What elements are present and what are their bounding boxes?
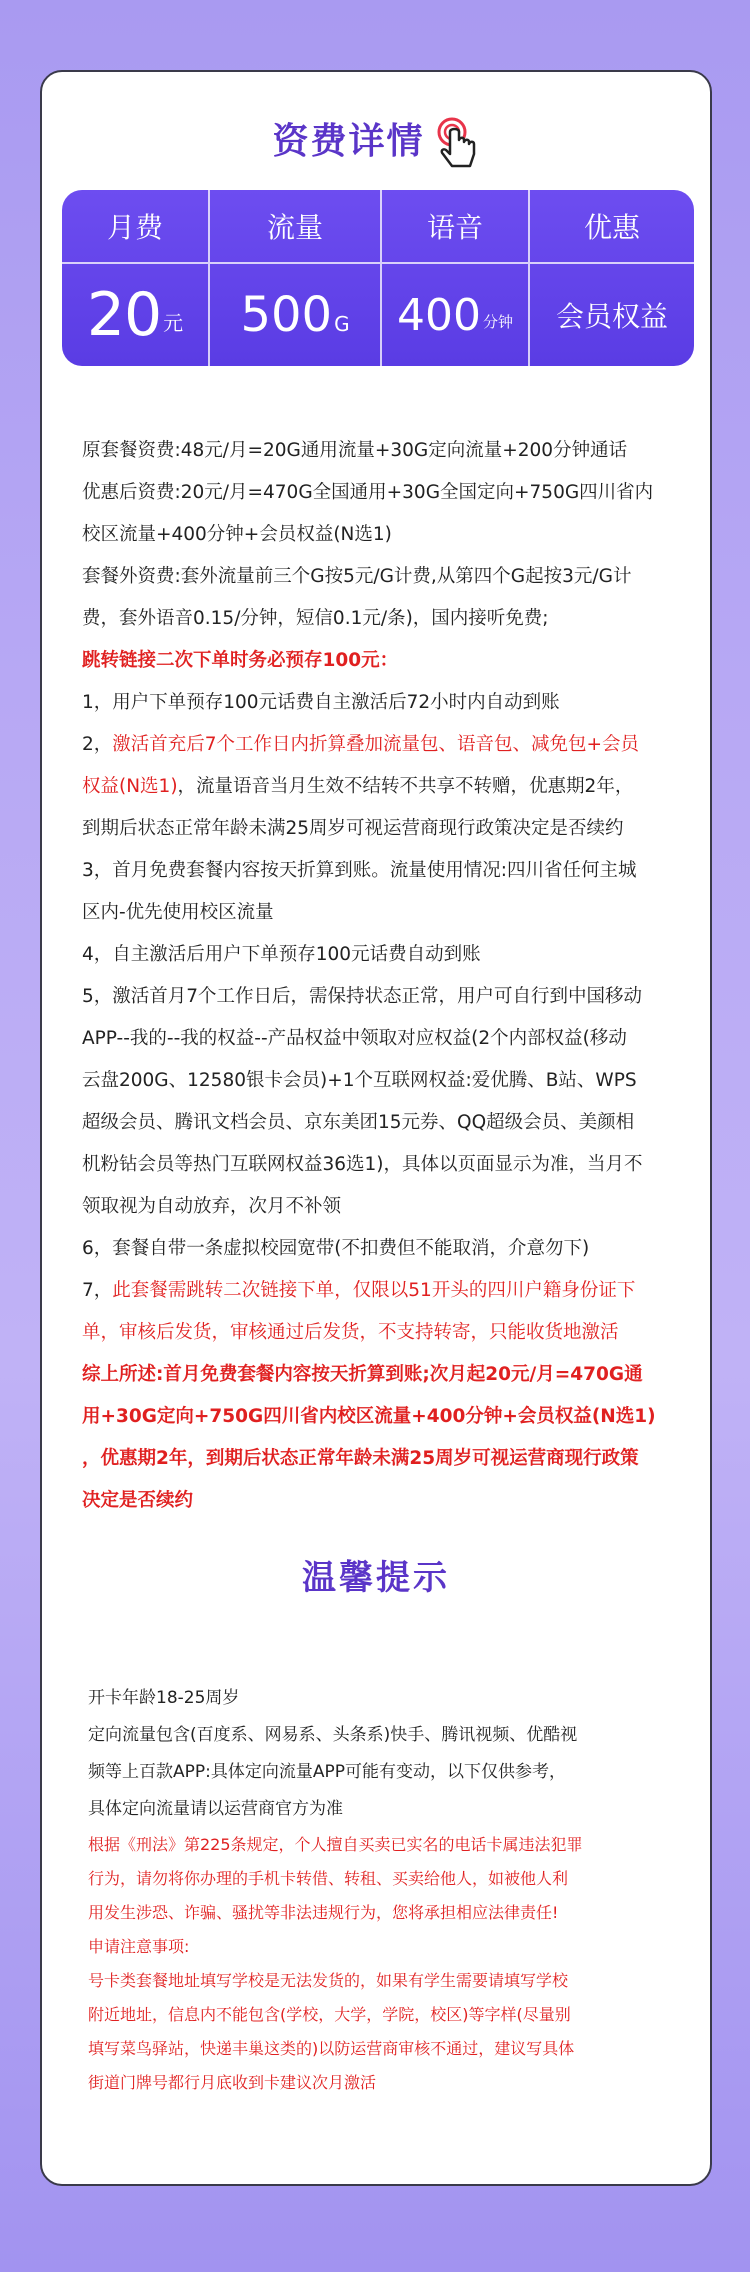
fee-table-values [62,262,694,366]
highlight-text: 权益(N选1) [82,776,178,797]
detail-line [82,1270,682,1312]
notice-heading: 申请注意事项: [88,1937,190,1956]
detail-line: APP--我的--我的权益--产品权益中领取对应权益(2个内部权益(移动 [82,1028,627,1049]
summary-line: 综上所述:首月免费套餐内容按天折算到账;次月起20元/月=470G通 [82,1364,643,1385]
warm-tips-title: 温馨提示 [302,1558,450,1598]
title-row [42,112,710,172]
notice-line: 号卡类套餐地址填写学校是无法发货的，如果有学生需要请填写学校 [88,1971,569,1990]
hand-pointer-icon [434,114,480,170]
detail-line: 区内-优先使用校区流量 [82,902,274,923]
summary-line: 用+30G定向+750G四川省内校区流量+400分钟+会员权益(N选1) [82,1406,656,1427]
tip-line: 开卡年龄18-25周岁 [88,1688,240,1708]
voice-unit: 分钟 [482,313,513,331]
summary-line: ，优惠期2年，到期后状态正常年龄未满25周岁可视运营商现行政策 [82,1448,639,1469]
detail-line: 套餐外资费:套外流量前三个G按5元/G计费,从第四个G起按3元/G计 [82,566,632,587]
highlight-text: 激活首充后7个工作日内折算叠加流量包、语音包、减免包+会员 [112,734,640,755]
benefit-text: 会员权益 [555,300,668,333]
fee-unit: 元 [163,311,184,335]
detail-line: 超级会员、腾讯文档会员、京东美团15元券、QQ超级会员、美颜相 [82,1112,635,1133]
detail-line: 4，自主激活后用户下单预存100元话费自动到账 [82,944,481,965]
header-monthly-fee: 月费 [62,190,210,262]
detail-line: 单，审核后发货，审核通过后发货，不支持转寄，只能收货地激活 [82,1322,619,1343]
detail-line: 6，套餐自带一条虚拟校园宽带(不扣费但不能取消，介意勿下) [82,1238,590,1259]
tip-line: 定向流量包含(百度系、网易系、头条系)快手、腾讯视频、优酷视 [88,1725,578,1745]
detail-line: 优惠后资费:20元/月=470G全国通用+30G全国定向+750G四川省内 [82,482,654,503]
fee-number: 20 [86,280,162,350]
detail-line [82,766,682,808]
item-number: 7， [82,1280,113,1301]
summary-line: 决定是否续约 [82,1490,194,1511]
monthly-fee-value [62,264,210,366]
data-number: 500 [240,287,333,343]
detail-line: 云盘200G、12580银卡会员)+1个互联网权益:爱优腾、B站、WPS [82,1070,637,1091]
detail-line [82,724,682,766]
header-benefit: 优惠 [583,211,640,244]
detail-line: 5，激活首月7个工作日后，需保持状态正常，用户可自行到中国移动 [82,986,643,1007]
detail-line: 校区流量+400分钟+会员权益(N选1) [82,524,392,545]
data-value [210,264,382,366]
notice-line: 附近地址，信息内不能包含(学校，大学，学院，校区)等字样(尽量别 [88,2005,571,2024]
tariff-details [82,430,682,1522]
header-data: 流量 [210,190,382,262]
voice-value [382,264,530,366]
detail-line: 原套餐资费:48元/月=20G通用流量+30G定向流量+200分钟通话 [82,440,628,461]
voice-number: 400 [397,289,481,341]
prestore-notice: 跳转链接二次下单时务必预存100元： [82,650,399,671]
detail-line: 费，套外语音0.15/分钟，短信0.1元/条)，国内接听免费; [82,608,549,629]
detail-text: ，流量语音当月生效不结转不共享不转赠，优惠期2年， [177,776,634,797]
page-title: 资费详情 [272,121,425,162]
legal-warning-line: 根据《刑法》第225条规定，个人擅自买卖已实名的电话卡属违法犯罪 [88,1835,583,1854]
tip-line: 频等上百款APP:具体定向流量APP可能有变动，以下仅供参考， [88,1762,566,1782]
notice-line: 街道门牌号都行月底收到卡建议次月激活 [88,2073,377,2092]
detail-line: 1，用户下单预存100元话费自主激活后72小时内自动到账 [82,692,560,713]
detail-line: 机粉钻会员等热门互联网权益36选1)，具体以页面显示为准，当月不 [82,1154,643,1175]
fee-table-header [62,190,694,262]
tip-line: 具体定向流量请以运营商官方为准 [88,1799,343,1819]
legal-warning-line: 用发生涉恐、诈骗、骚扰等非法违规行为，您将承担相应法律责任! [88,1903,559,1922]
detail-line: 3，首月免费套餐内容按天折算到账。流量使用情况:四川省任何主城 [82,860,637,881]
benefit-value [530,264,694,366]
detail-line: 到期后状态正常年龄未满25周岁可视运营商现行政策决定是否续约 [82,818,624,839]
legal-warning-line: 行为，请勿将你办理的手机卡转借、转租、买卖给他人，如被他人利 [88,1869,569,1888]
fee-table [62,190,694,366]
item-number: 2， [82,734,113,755]
highlight-text: 此套餐需跳转二次链接下单，仅限以51开头的四川户籍身份证下 [112,1280,636,1301]
data-unit: G [334,312,350,336]
detail-line: 领取视为自动放弃，次月不补领 [82,1196,342,1217]
warm-tips [88,1680,688,2100]
tariff-card [40,70,712,2186]
header-voice: 语音 [382,190,530,262]
notice-line: 填写菜鸟驿站，快递丰巢这类的)以防运营商审核不通过，建议写具体 [88,2039,575,2058]
